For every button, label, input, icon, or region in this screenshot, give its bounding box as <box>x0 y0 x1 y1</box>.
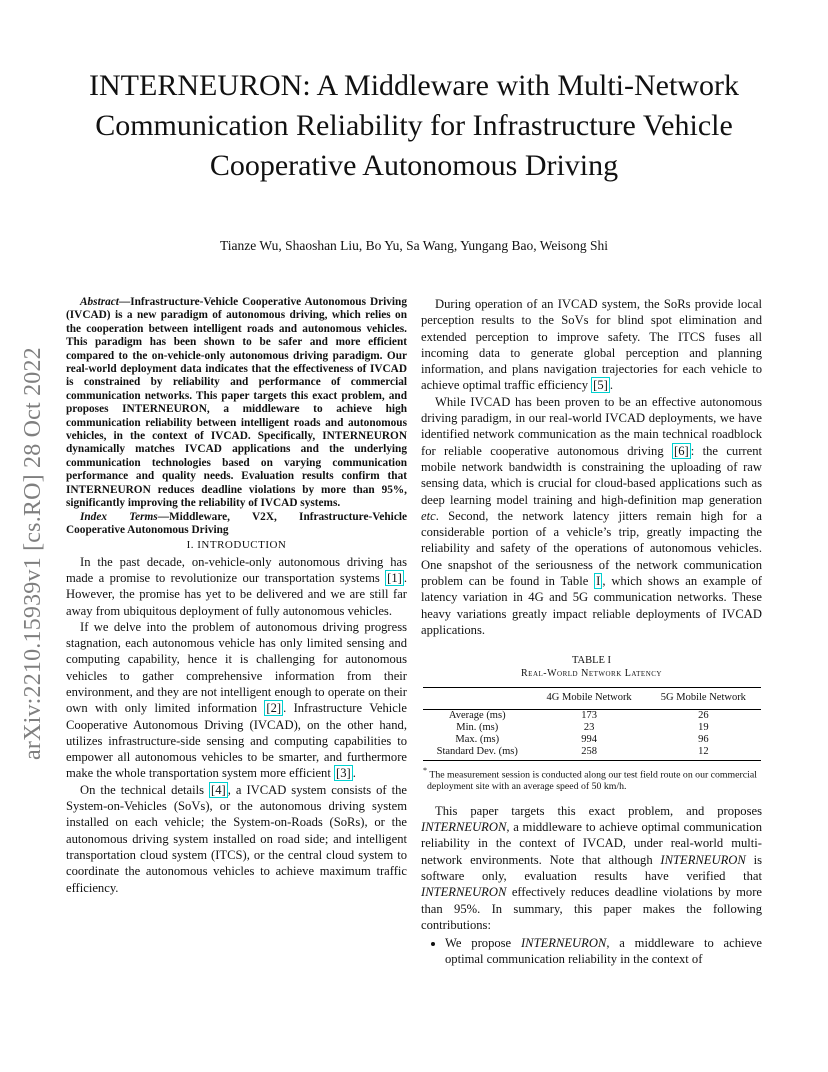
text-run: On the technical details <box>80 782 210 797</box>
text-run: In the past decade, on-vehicle-only autonomous driving has made a promise to revolutionize our transportation systems <box>66 554 407 585</box>
list-item <box>445 935 762 968</box>
latency-table <box>423 687 761 760</box>
index-terms <box>66 511 407 538</box>
table-cell: 12 <box>646 746 760 761</box>
text-run: , which shows an example of latency variation in 4G and 5G communication networks. These heavy variations greatly impact reliable deployments of IVCAD applications. <box>421 574 762 637</box>
table-row <box>423 722 761 734</box>
table-subcaption: Real-World Network Latency <box>521 668 662 680</box>
table-header-cell: 4G Mobile Network <box>532 688 646 709</box>
table-cell: Min. (ms) <box>456 721 499 733</box>
contributions-list <box>421 935 762 968</box>
intro-paragraph-2 <box>66 619 407 782</box>
section-heading-introduction: I. INTRODUCTION <box>186 539 287 552</box>
table-cell: Average (ms) <box>448 709 506 721</box>
italic-text: INTERNEURON <box>520 936 607 951</box>
citation-link[interactable]: [1] <box>387 570 402 585</box>
italic-text: INTERNEURON <box>421 820 507 835</box>
latency-table-block <box>421 654 762 793</box>
author-list: Tianze Wu, Shaoshan Liu, Bo Yu, Sa Wang, Yungang Bao, Weisong Shi <box>219 238 609 253</box>
table-cell: 173 <box>581 709 597 721</box>
table-header-cell: 5G Mobile Network <box>646 688 760 709</box>
text-run: effectively reduces deadline violations by more than 95%. In summary, this paper makes the following contributions: <box>421 885 762 932</box>
table-cell: 96 <box>698 733 709 745</box>
text-run: , a middleware to achieve optimal communication reliability in the context of <box>445 936 762 967</box>
table-cell: 994 <box>581 733 597 745</box>
table-header-row <box>423 688 761 709</box>
text-run: . <box>352 766 356 781</box>
index-terms-lead: Index Terms <box>80 510 158 523</box>
citation-link[interactable]: [4] <box>211 782 226 797</box>
table-header-cell <box>423 688 532 709</box>
table-cell: 19 <box>698 721 709 733</box>
abstract <box>66 296 407 511</box>
intro-paragraph-5 <box>421 394 762 638</box>
index-terms-text: —Middleware, V2X, Infrastructure-Vehicle Cooperative Autonomous Driving <box>66 510 407 536</box>
table-cell: 23 <box>583 721 595 733</box>
table-reference-link[interactable]: I <box>596 574 601 589</box>
paper-title: INTERNEURON: A Middleware with Multi-Network Communication Reliability for Infrastructure Vehicle Cooperative Autonomous Driving <box>89 69 739 182</box>
italic-text: INTERNEURON <box>660 852 746 867</box>
italic-text: INTERNEURON <box>421 885 507 900</box>
italic-text: etc <box>421 508 436 523</box>
text-run: This paper targets this exact problem, and proposes <box>435 803 762 818</box>
intro-paragraph-6 <box>421 803 762 933</box>
right-column <box>421 296 762 968</box>
table-caption: TABLE I <box>571 655 612 667</box>
table-cell: Standard Dev. (ms) <box>423 746 532 761</box>
citation-link[interactable]: [3] <box>336 766 351 781</box>
table-row <box>423 746 761 761</box>
table-cell: 26 <box>698 709 709 721</box>
table-row <box>423 734 761 746</box>
text-run: . Infrastructure Vehicle Cooperative Autonomous Driving (IVCAD), on the other hand, utilizes infrastructure-side sensing and computing capabilities to empower all autonomous vehicles to be smarter, and furthermore make the whole transportation system more efficient <box>66 701 407 781</box>
text-run: , a IVCAD system consists of the System-on-Vehicles (SoVs), or the autonomous driving system installed on each vehicle; the System-on-Roads (SoRs), or the autonomous driving system installed on road side; and intelligent transportation cloud system (ITCS), or the central cloud system to coordinate the autonomous vehicles to achieve maximum traffic efficiency. <box>66 782 407 895</box>
text-run: While IVCAD has been proven to be an effective autonomous driving paradigm, in our real-world IVCAD deployments, we have identified network communication as the main technical roadblock for reliable cooperative autonomous driving <box>421 394 762 458</box>
abstract-lead: Abstract <box>80 296 119 308</box>
intro-paragraph-1 <box>66 554 407 619</box>
citation-link[interactable]: [5] <box>593 378 608 393</box>
text-run: . However, the promise has yet to be delivered and we are still far away from ubiquitous deployment of fully autonomous vehicles. <box>66 570 407 618</box>
text-run: During operation of an IVCAD system, the SoRs provide local perception results to the SoVs for blind spot elimination and extended perception to improve safety. The ITCS fuses all incoming data to generate global perception and planning information, and plans navigation trajectories for each vehicle to achieve optimal traffic efficiency <box>421 297 762 393</box>
footnote-text: The measurement session is conducted along our test field route on our commercial deployment site with an average speed of 50 km/h. <box>427 768 757 792</box>
text-run: . Second, the network latency jitters remain high for a considerable portion of a vehicle’s trip, greatly impacting the reliability and safety of the operations of autonomous vehicles. One snapshot of the seriousness of the network communication problem can be found in Table <box>421 508 762 589</box>
table-cell: 258 <box>532 746 646 761</box>
citation-link[interactable]: [2] <box>266 701 282 716</box>
text-run: is software only, evaluation results have verified that <box>421 852 762 883</box>
text-run: We propose <box>445 936 521 951</box>
text-run: If we delve into the problem of autonomous driving progress stagnation, each autonomous vehicle has only limited sensing and computing capability, hence it is challenging for autonomous vehicles to gather comprehensive information from their environment, and they are not intelligent enough to operate on their own with only limited information <box>66 619 407 716</box>
arxiv-stamp: arXiv:2210.15939v1 [cs.RO] 28 Oct 2022 <box>20 347 46 760</box>
intro-paragraph-3 <box>66 782 407 896</box>
left-column <box>66 296 407 896</box>
table-cell: Max. (ms) <box>455 733 500 745</box>
abstract-text: —Infrastructure-Vehicle Cooperative Autonomous Driving (IVCAD) is a new paradigm of autonomous driving, which relies on the cooperation between intelligent roads and autonomous vehicles. This paradigm has been shown to be safer and more efficient compared to the on-vehicle-only autonomous driving paradigm. Our real-world deployment data indicates that the effectiveness of IVCAD is constrained by reliability and performance of commercial communication networks. This paper targets this exact problem, and proposes INTERNEURON, a middleware to achieve high communication reliability between intelligent roads and autonomous vehicles, in the context of IVCAD. Specifically, INTERNEURON dynamically matches IVCAD applications and the underlying communication technologies based on varying communication performance and quality needs. Evaluation results confirm that INTERNEURON reduces deadline violations by more than 95%, significantly improving the reliability of IVCAD systems. <box>66 296 407 510</box>
table-row <box>423 709 761 722</box>
text-run: . <box>609 378 614 393</box>
footnote-mark: * <box>423 765 428 775</box>
citation-link[interactable]: [6] <box>674 443 689 458</box>
text-run: , a middleware to achieve optimal communication reliability in the context of IVCAD, under real-world multi-network environments. Note that although <box>421 820 762 867</box>
table-footnote <box>421 765 762 793</box>
text-run: : the current mobile network bandwidth is constraining the uploading of raw sensing data, which is crucial for cloud-based applications such as deep learning model training and high-definition map generation <box>421 443 762 507</box>
intro-paragraph-4 <box>421 296 762 394</box>
